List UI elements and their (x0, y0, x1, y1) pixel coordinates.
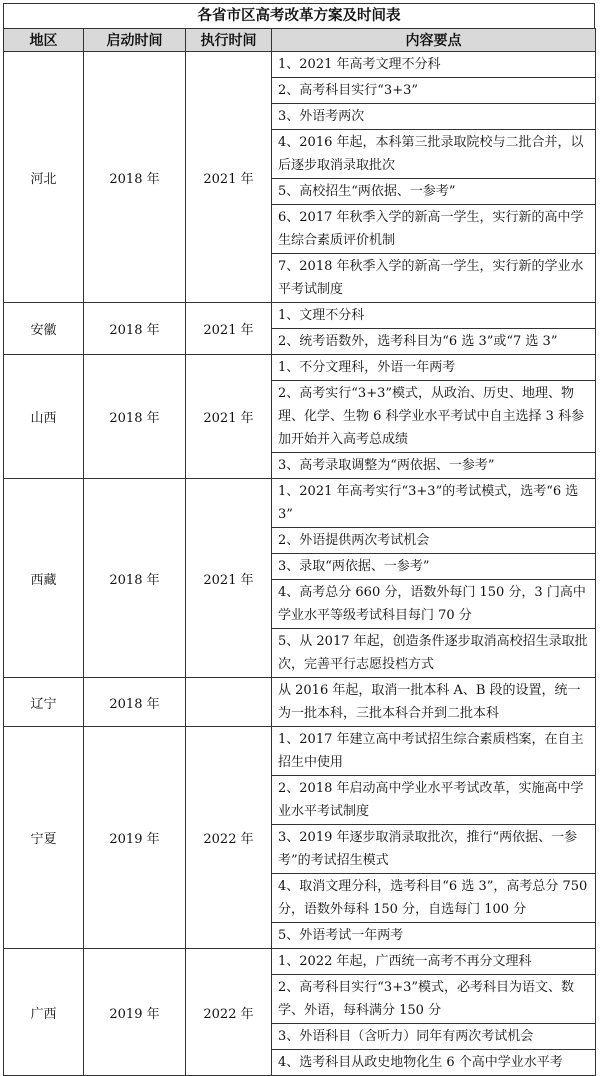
region-cell: 安徽 (4, 303, 84, 355)
exec-time-cell: 2021 年 (186, 52, 272, 303)
content-point-cell: 3、录取“两依据、一参考” (272, 554, 596, 580)
content-point-cell: 4、取消文理分科，选考科目“6 选 3”，高考总分 750 分，语数外每科 150 分，自选每门 100 分 (272, 874, 596, 923)
start-time-cell: 2018 年 (84, 479, 186, 678)
content-point-cell: 4、高考总分 660 分，语数外每门 150 分，3 门高中学业水平等级考试科目每门 70 分 (272, 580, 596, 629)
start-time-cell: 2018 年 (84, 303, 186, 355)
content-point-cell: 3、高考录取调整为“两依据、一参考” (272, 453, 596, 479)
content-point-cell: 2、外语提供两次考试机会 (272, 528, 596, 554)
table-body (4, 52, 596, 1076)
table-title: 各省市区高考改革方案及时间表 (3, 3, 595, 28)
header-row (4, 29, 596, 52)
content-point-cell: 1、2021 年高考文理不分科 (272, 52, 596, 78)
content-point-cell: 2、高考实行“3+3”模式，从政治、历史、地理、物理、化学、生物 6 科学业水平考试中自主选择 3 科参加开始并入高考总成绩 (272, 381, 596, 453)
content-point-cell: 6、2017 年秋季入学的新高一学生，实行新的高中学生综合素质评价机制 (272, 205, 596, 254)
content-point-cell: 1、2021 年高考实行“3+3”的考试模式，选考“6 选 3” (272, 479, 596, 528)
content-point-cell: 2、高考科目实行“3+3”模式，必考科目为语文、数学、外语，每科满分 150 分 (272, 975, 596, 1024)
content-point-cell: 从 2016 年起，取消一批本科 A、B 段的设置，统一为一批本科，三批本科合并到二批本科 (272, 678, 596, 727)
start-time-cell: 2018 年 (84, 52, 186, 303)
region-cell: 河北 (4, 52, 84, 303)
content-point-cell: 1、2022 年起，广西统一高考不再分文理科 (272, 949, 596, 975)
header-exec-time: 执行时间 (186, 29, 272, 52)
content-point-cell: 4、2016 年起，本科第三批录取院校与二批合并，以后逐步取消录取批次 (272, 130, 596, 179)
exec-time-cell: 2021 年 (186, 479, 272, 678)
table-row (4, 479, 596, 528)
header-content-points: 内容要点 (272, 29, 596, 52)
exec-time-cell: 2021 年 (186, 303, 272, 355)
region-cell: 广西 (4, 949, 84, 1076)
content-point-cell: 2、高考科目实行“3+3” (272, 78, 596, 104)
exec-time-cell: 2022 年 (186, 949, 272, 1076)
exec-time-cell: 2022 年 (186, 727, 272, 949)
header-start-time: 启动时间 (84, 29, 186, 52)
content-point-cell: 5、高校招生“两依据、一参考” (272, 179, 596, 205)
table-row (4, 303, 596, 329)
table-row (4, 678, 596, 727)
content-point-cell: 4、选考科目从政史地物化生 6 个高中学业水平考 (272, 1050, 596, 1076)
table-row (4, 52, 596, 78)
content-point-cell: 1、文理不分科 (272, 303, 596, 329)
start-time-cell: 2018 年 (84, 355, 186, 479)
content-point-cell: 3、外语科目（含听力）同年有两次考试机会 (272, 1024, 596, 1050)
header-region: 地区 (4, 29, 84, 52)
start-time-cell: 2019 年 (84, 949, 186, 1076)
content-point-cell: 5、外语考试一年两考 (272, 923, 596, 949)
start-time-cell: 2019 年 (84, 727, 186, 949)
start-time-cell: 2018 年 (84, 678, 186, 727)
exec-time-cell (186, 678, 272, 727)
content-point-cell: 1、2017 年建立高中考试招生综合素质档案，在自主招生中使用 (272, 727, 596, 776)
reform-table-sheet (3, 3, 595, 1076)
content-point-cell: 2、2018 年启动高中学业水平考试改革，实施高中学业水平考试制度 (272, 776, 596, 825)
content-point-cell: 7、2018 年秋季入学的新高一学生，实行新的学业水平考试制度 (272, 254, 596, 303)
region-cell: 西藏 (4, 479, 84, 678)
region-cell: 宁夏 (4, 727, 84, 949)
region-cell: 山西 (4, 355, 84, 479)
content-point-cell: 5、从 2017 年起，创造条件逐步取消高校招生录取批次，完善平行志愿投档方式 (272, 629, 596, 678)
content-point-cell: 2、统考语数外，选考科目为“6 选 3”或“7 选 3” (272, 329, 596, 355)
content-point-cell: 3、外语考两次 (272, 104, 596, 130)
region-cell: 辽宁 (4, 678, 84, 727)
reform-table (3, 28, 596, 1076)
content-point-cell: 3、2019 年逐步取消录取批次，推行“两依据、一参考”的考试招生模式 (272, 825, 596, 874)
content-point-cell: 1、不分文理科，外语一年两考 (272, 355, 596, 381)
table-row (4, 355, 596, 381)
table-row (4, 727, 596, 776)
exec-time-cell: 2021 年 (186, 355, 272, 479)
table-row (4, 949, 596, 975)
